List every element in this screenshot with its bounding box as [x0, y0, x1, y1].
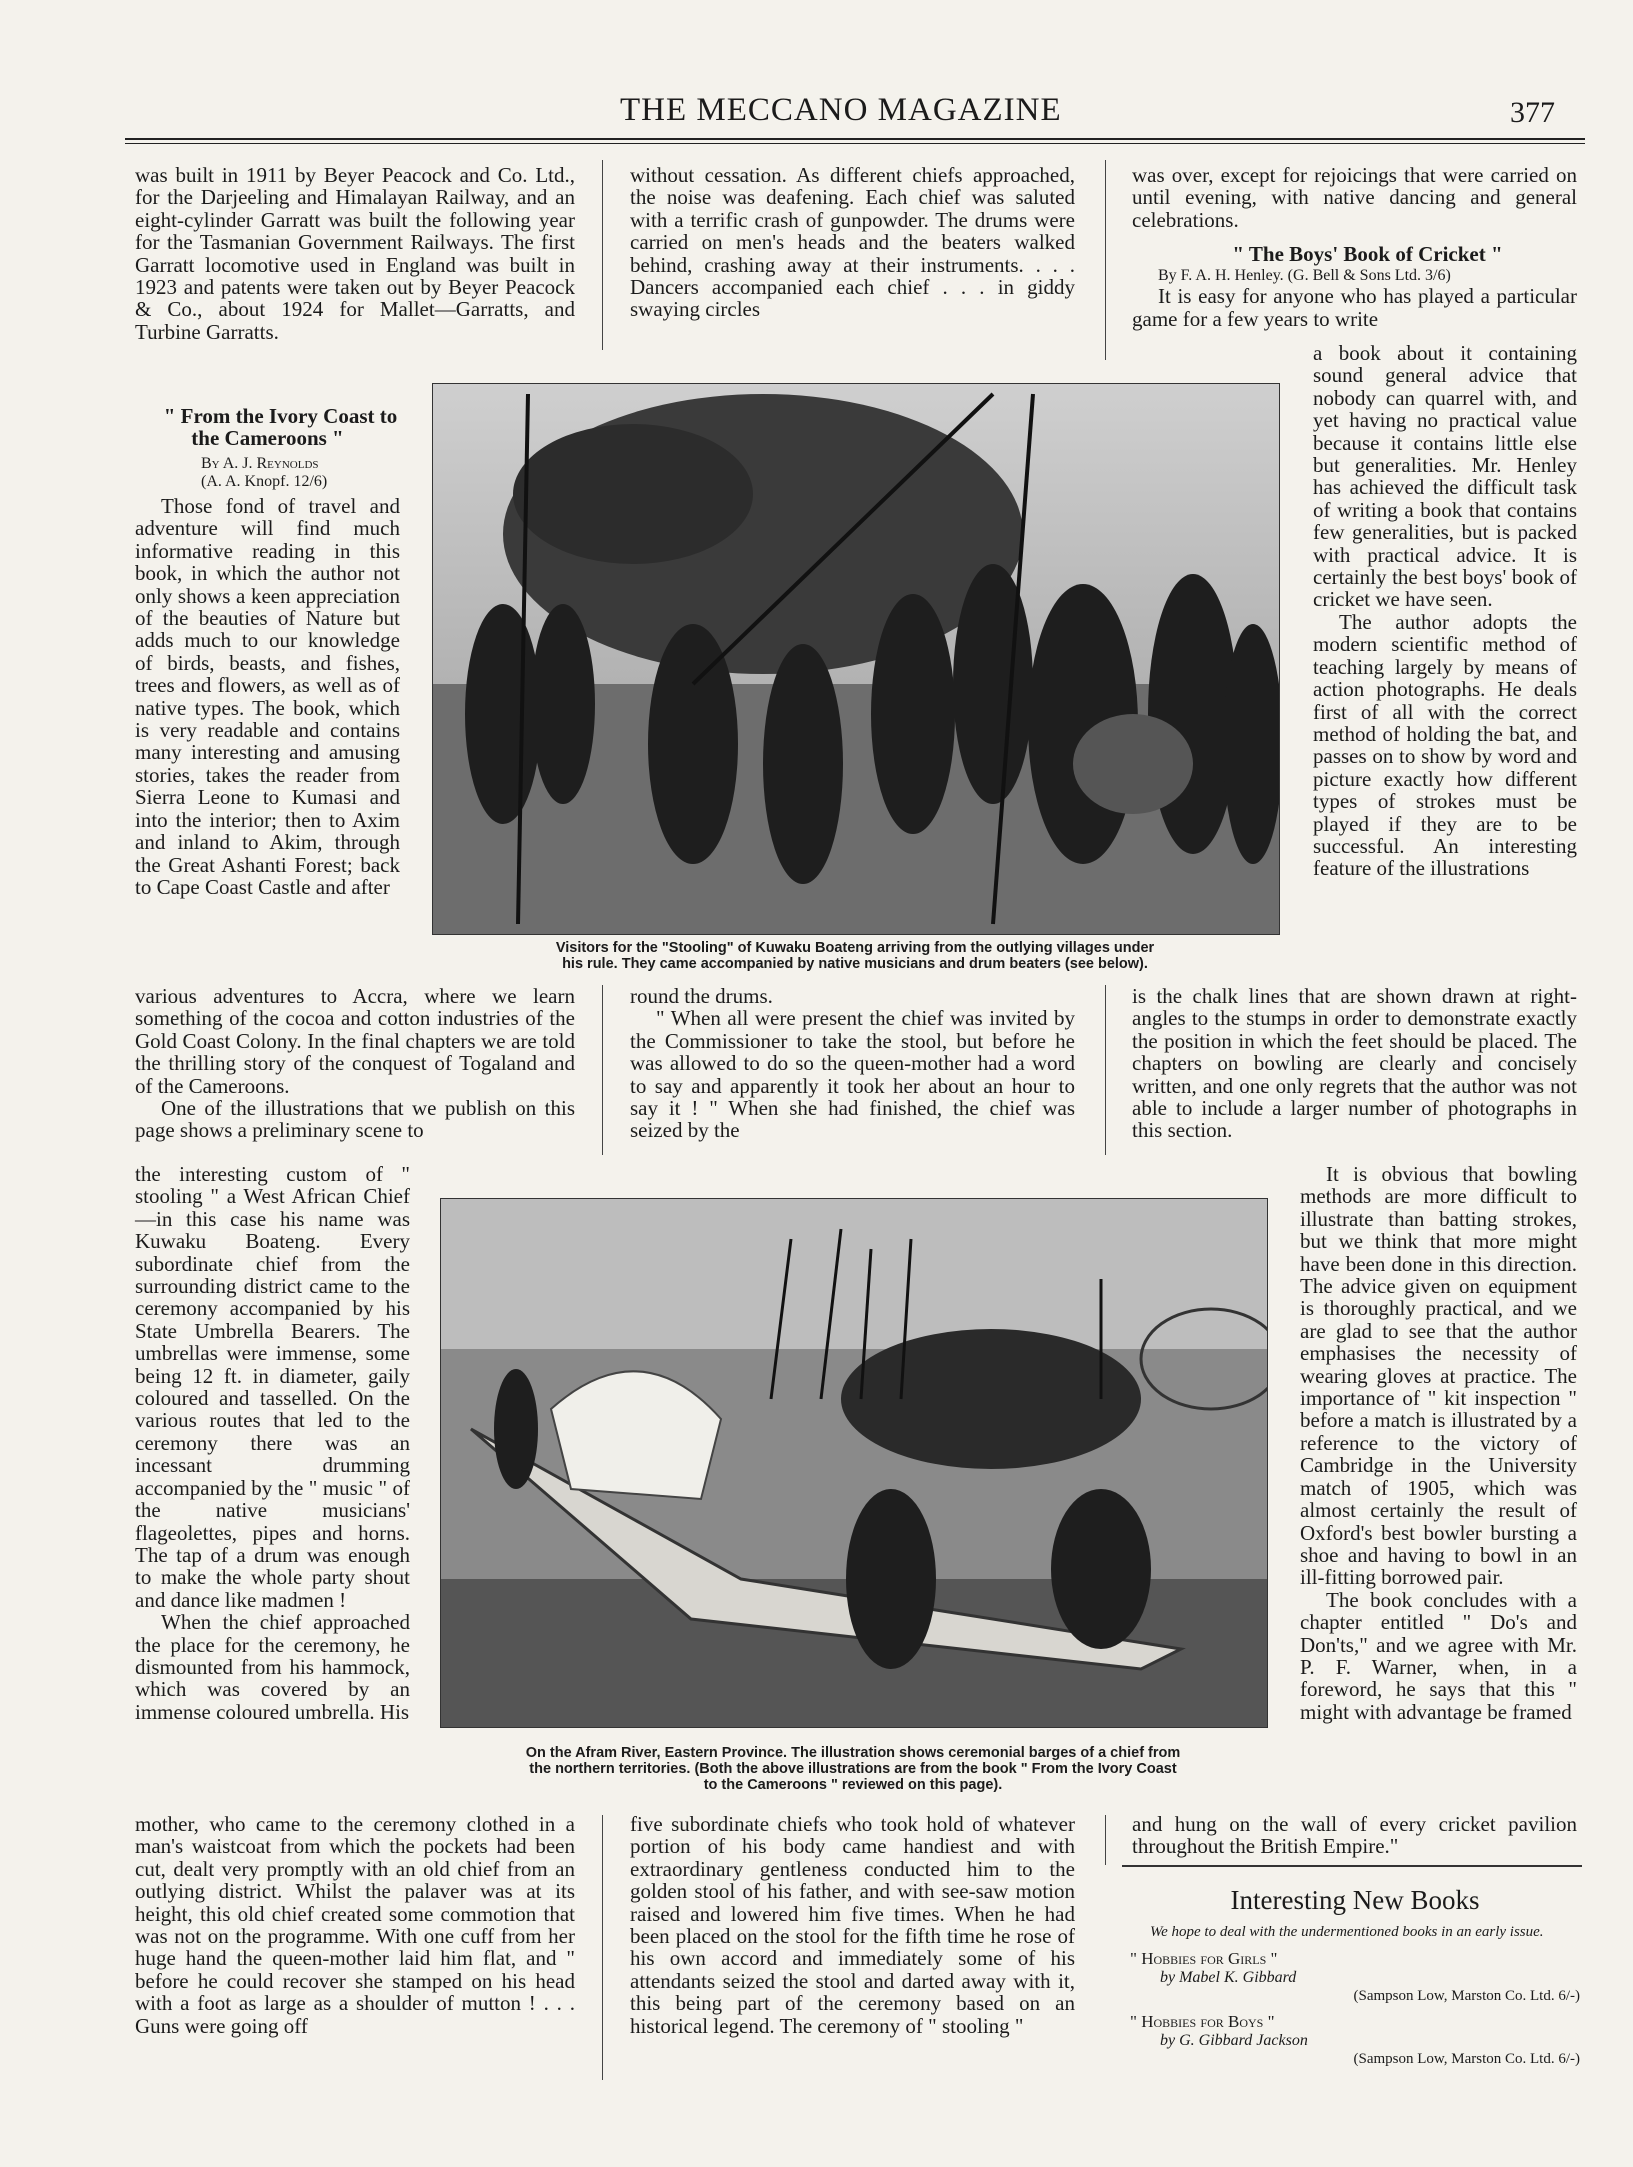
review-byline: By A. J. Reynolds: [201, 455, 319, 472]
review-byline: By F. A. H. Henley. (G. Bell & Sons Ltd. 3/6): [1158, 267, 1451, 285]
photo-illustration: [441, 1199, 1267, 1727]
column-divider: [602, 160, 603, 350]
column-divider: [1105, 985, 1106, 1155]
review-paragraph-cont: various adventures to Accra, where we learn something of the cocoa and cotton industries of the Gold Coast Colony. In the final chapters we are told the thrilling story of the conquest of Togaland and of the Cameroons.: [135, 984, 575, 1098]
book-publisher: (Sampson Low, Marston Co. Ltd. 6/-): [1353, 1988, 1580, 2004]
review-paragraph: The book concludes with a chapter entitled " Do's and Don'ts," and we agree with Mr. P. F. Warner, when, in a foreword, he says that this " might with advantage be framed: [1300, 1587, 1577, 1724]
caption-line: the northern territories. (Both the above illustrations are from the book " From the Ivory Coast: [529, 1761, 1177, 1777]
column-1-narrow-2: [135, 1163, 410, 1723]
header-rule-thin: [125, 143, 1585, 144]
review-title: " From the Ivory Coast to the Cameroons ": [163, 404, 398, 450]
book-author: by Mabel K. Gibbard: [1160, 1969, 1297, 1986]
review-paragraph: Those fond of travel and adventure will find much informative reading in this book, in which the author not only shows a keen appreciation of the beauties of Nature but adds much to our knowledge of birds, beasts, and fishes, trees and flowers, as well as of native types. The book, which is very readable and contains many interesting and amusing stories, takes the reader from Sierra Leone to Kumasi and into the interior; then to Axim and inland to Akim, through the Great Ashanti Forest; back to Cape Coast Castle and after: [135, 494, 400, 899]
review-paragraph-cont: mother, who came to the ceremony clothed in a man's waistcoat from which the pockets had been cut, dealt very promptly with an old chief from an outlying district. Whilst the palaver was at its height, this old chief created some commotion that was not on the programme. With one cuff from her huge hand the queen-mother laid him flat, and " before he could recover she stamped on his head with a foot as large as a shoulder of mutton ! . . . Guns were going off: [135, 1812, 575, 2038]
column-2-bottom: [630, 1813, 1075, 2037]
column-1-narrow: [135, 405, 400, 898]
caption-line: to the Cameroons " reviewed on this page).: [703, 1777, 1003, 1793]
photo-stooling-visitors: [432, 383, 1280, 935]
review-paragraph: It is obvious that bowling methods are more difficult to illustrate than batting strokes, but we think that more might have been done in this direction. The advice given on equipment is thoroughly practical, and we are glad to see that the author emphasises the necessity of wearing gloves at practice. The importance of " kit inspection " before a match is illustrated by a reference to the victory of Cambridge in the University match of 1905, which was almost certainly the result of Oxford's best bowler bursting a shoe and having to bowl in an ill-fitting borrowed pair.: [1300, 1162, 1577, 1590]
column-3-top: [1132, 164, 1577, 330]
column-1-bottom: [135, 1813, 575, 2037]
photo-illustration: [433, 384, 1279, 934]
review-paragraph: When the chief approached the place for the ceremony, he dismounted from his hammock, which was covered by an immense coloured umbrella. His: [135, 1610, 410, 1724]
book-author: by G. Gibbard Jackson: [1160, 2032, 1308, 2049]
magazine-title: THE MECCANO MAGAZINE: [620, 92, 1062, 128]
caption-line: Visitors for the "Stooling" of Kuwaku Boateng arriving from the outlying villages under: [555, 940, 1155, 956]
new-books-box: [1130, 1885, 1580, 2069]
column-3-narrow: [1313, 342, 1577, 880]
figure-2-caption: [440, 1745, 1266, 1793]
column-2-top: [630, 164, 1075, 321]
column-2-paragraph: without cessation. As different chiefs approached, the noise was deafening. Each chief was saluted with a terrific crash of gunpowder. The drums were carried on men's heads and the beaters walked behind, crashing away at their instruments. . . . Dancers accompanied each chief . . . in giddy swaying circles: [630, 163, 1075, 322]
column-2-middle: [630, 985, 1075, 1142]
column-2-paragraph: five subordinate chiefs who took hold of whatever portion of his body came handiest and with extraordinary gentleness conducted him to the golden stool of his father, and with see-saw motion raised and lowered him five times. When he had been placed on the stool for the fifth time he rose of his own accord and immediately some of his attendants seized the stool and darted away with it, this being part of the ceremony based on an historical legend. The ceremony of " stooling ": [630, 1812, 1075, 2038]
column-divider: [1105, 1815, 1106, 1865]
column-3-middle: [1132, 985, 1577, 1142]
review-paragraph-cont: and hung on the wall of every cricket pavilion throughout the British Empire.": [1132, 1812, 1577, 1859]
page-number: 377: [1510, 96, 1555, 129]
new-books-intro: We hope to deal with the undermentioned books in an early issue.: [1150, 1924, 1544, 1940]
review-paragraph: It is easy for anyone who has played a particular game for a few years to write: [1132, 284, 1577, 331]
photo-afram-river-barges: [440, 1198, 1268, 1728]
column-2-paragraph: " When all were present the chief was invited by the Commissioner to take the stool, but before he was allowed to do so the queen-mother had a word to say and apparently it took her about an hour to say it ! " When she had finished, the chief was seized by the: [630, 1006, 1075, 1143]
column-2-paragraph: round the drums.: [630, 984, 773, 1008]
column-3-narrow-2: [1300, 1163, 1577, 1723]
new-books-rule: [1122, 1865, 1582, 1867]
column-divider: [1105, 160, 1106, 360]
review-paragraph-cont: a book about it containing sound general advice that nobody can quarrel with, and yet having no practical value because it contains little else but generalities. Mr. Henley has achieved the difficult task of writing a book that contains few generalities, but is packed with practical advice. It is certainly the best boys' book of cricket we have seen.: [1313, 341, 1577, 612]
book-title: " Hobbies for Girls ": [1130, 1949, 1278, 1968]
book-publisher: (Sampson Low, Marston Co. Ltd. 6/-): [1353, 2051, 1580, 2067]
review-paragraph: The author adopts the modern scientific method of teaching largely by means of action photographs. He deals first of all with the correct method of holding the bat, and passes on to show by word and picture exactly how different types of strokes must be played if they are to be successful. An interesting feature of the illustrations: [1313, 609, 1577, 881]
book-title: " Hobbies for Boys ": [1130, 2012, 1275, 2031]
header-rule: [125, 138, 1585, 140]
caption-line: his rule. They came accompanied by native musicians and drum beaters (see below).: [562, 956, 1148, 972]
figure-1-caption: [470, 940, 1240, 972]
column-3-bottom: [1132, 1813, 1577, 1858]
review-title: " The Boys' Book of Cricket ": [1232, 242, 1503, 267]
continued-paragraph: was built in 1911 by Beyer Peacock and Co. Ltd., for the Darjeeling and Himalayan Railway, and an eight-cylinder Garratt was built the following year for the Tasmanian Government Railways. The first Garratt locomotive used in England was built in 1923 and patents were taken out by Beyer Peacock & Co., about 1924 for Mallet—Garratts, and Turbine Garratts.: [135, 163, 575, 344]
column-1-middle: [135, 985, 575, 1142]
book-entry: [1130, 1949, 1580, 2006]
review-paragraph: One of the illustrations that we publish on this page shows a preliminary scene to: [135, 1096, 575, 1143]
review-publisher: (A. A. Knopf. 12/6): [201, 473, 328, 490]
review-paragraph-cont: is the chalk lines that are shown drawn at right-angles to the stumps in order to demonstrate exactly the position in which the feet should be placed. The chapters on bowling are clearly and concisely written, and one only regrets that the author was not able to include a larger number of photographs in this section.: [1132, 984, 1577, 1143]
new-books-title: Interesting New Books: [1230, 1885, 1480, 1915]
caption-line: On the Afram River, Eastern Province. The illustration shows ceremonial barges of a chief from: [525, 1745, 1181, 1761]
review-paragraph-cont: the interesting custom of " stooling " a West African Chief—in this case his name was Kuwaku Boateng. Every subordinate chief from the surrounding district came to the ceremony accompanied by his State Umbrella Bearers. The umbrellas were immense, some being 12 ft. in diameter, gaily coloured and tasselled. On the various routes that led to the ceremony there was an incessant drumming accompanied by the " music " of the native musicians' flageolettes, pipes and horns. The tap of a drum was enough to make the whole party shout and dance like madmen !: [135, 1162, 410, 1612]
book-entry: [1130, 2012, 1580, 2069]
column-3-paragraph: was over, except for rejoicings that were carried on until evening, with native dancing and general celebrations.: [1132, 163, 1577, 232]
column-1-top: [135, 164, 575, 343]
column-divider: [602, 1815, 603, 2080]
column-divider: [602, 985, 603, 1155]
